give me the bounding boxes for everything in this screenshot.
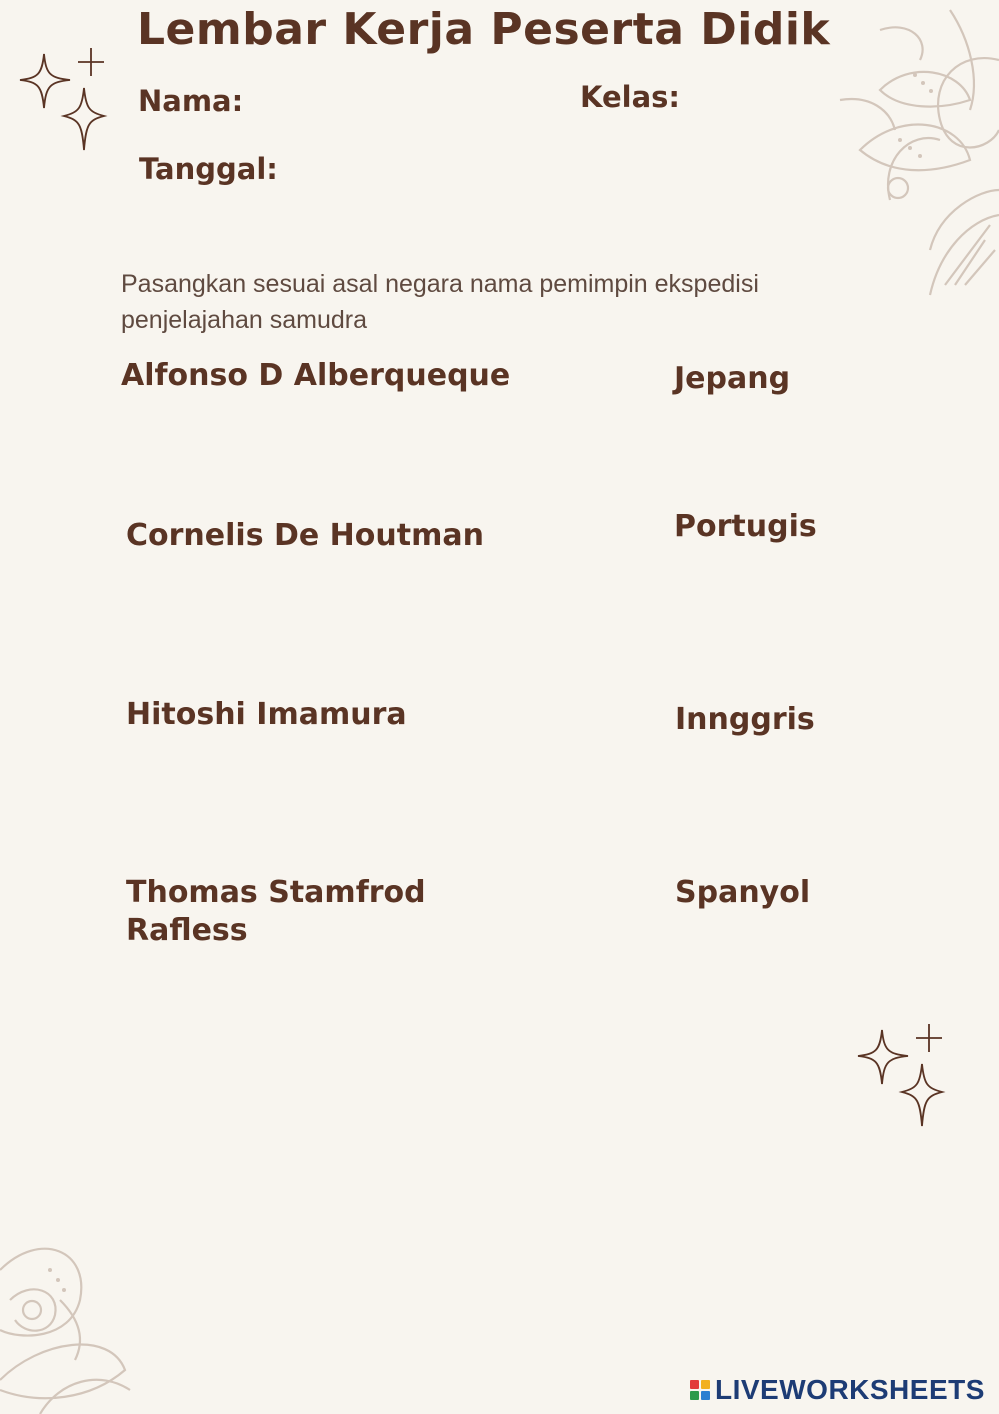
floral-ornament-icon [0, 1240, 140, 1414]
leader-item[interactable]: Thomas Stamfrod Rafless [126, 875, 426, 948]
country-item[interactable]: Innggris [675, 702, 815, 737]
page-title: Lembar Kerja Peserta Didik [137, 4, 831, 55]
class-label: Kelas: [580, 80, 680, 114]
leader-item[interactable]: Cornelis De Houtman [126, 518, 484, 553]
instruction-text: Pasangkan sesuai asal negara nama pemimpin ekspedisi penjelajahan samudra [121, 270, 759, 334]
country-item[interactable]: Spanyol [675, 875, 811, 910]
sparkle-icon [856, 1022, 946, 1132]
sparkle-icon [18, 46, 108, 156]
leader-item[interactable]: Hitoshi Imamura [126, 697, 407, 732]
logo-text: LIVEWORKSHEETS [715, 1374, 985, 1405]
logo-icon [690, 1380, 710, 1400]
country-item[interactable]: Portugis [674, 509, 817, 544]
date-label: Tanggal: [139, 152, 278, 186]
liveworksheets-logo[interactable] [690, 1372, 985, 1408]
name-label: Nama: [138, 84, 244, 118]
leader-item[interactable]: Alfonso D Alberqueque [121, 358, 511, 393]
floral-ornament-icon [820, 0, 999, 300]
country-item[interactable]: Jepang [674, 361, 791, 396]
